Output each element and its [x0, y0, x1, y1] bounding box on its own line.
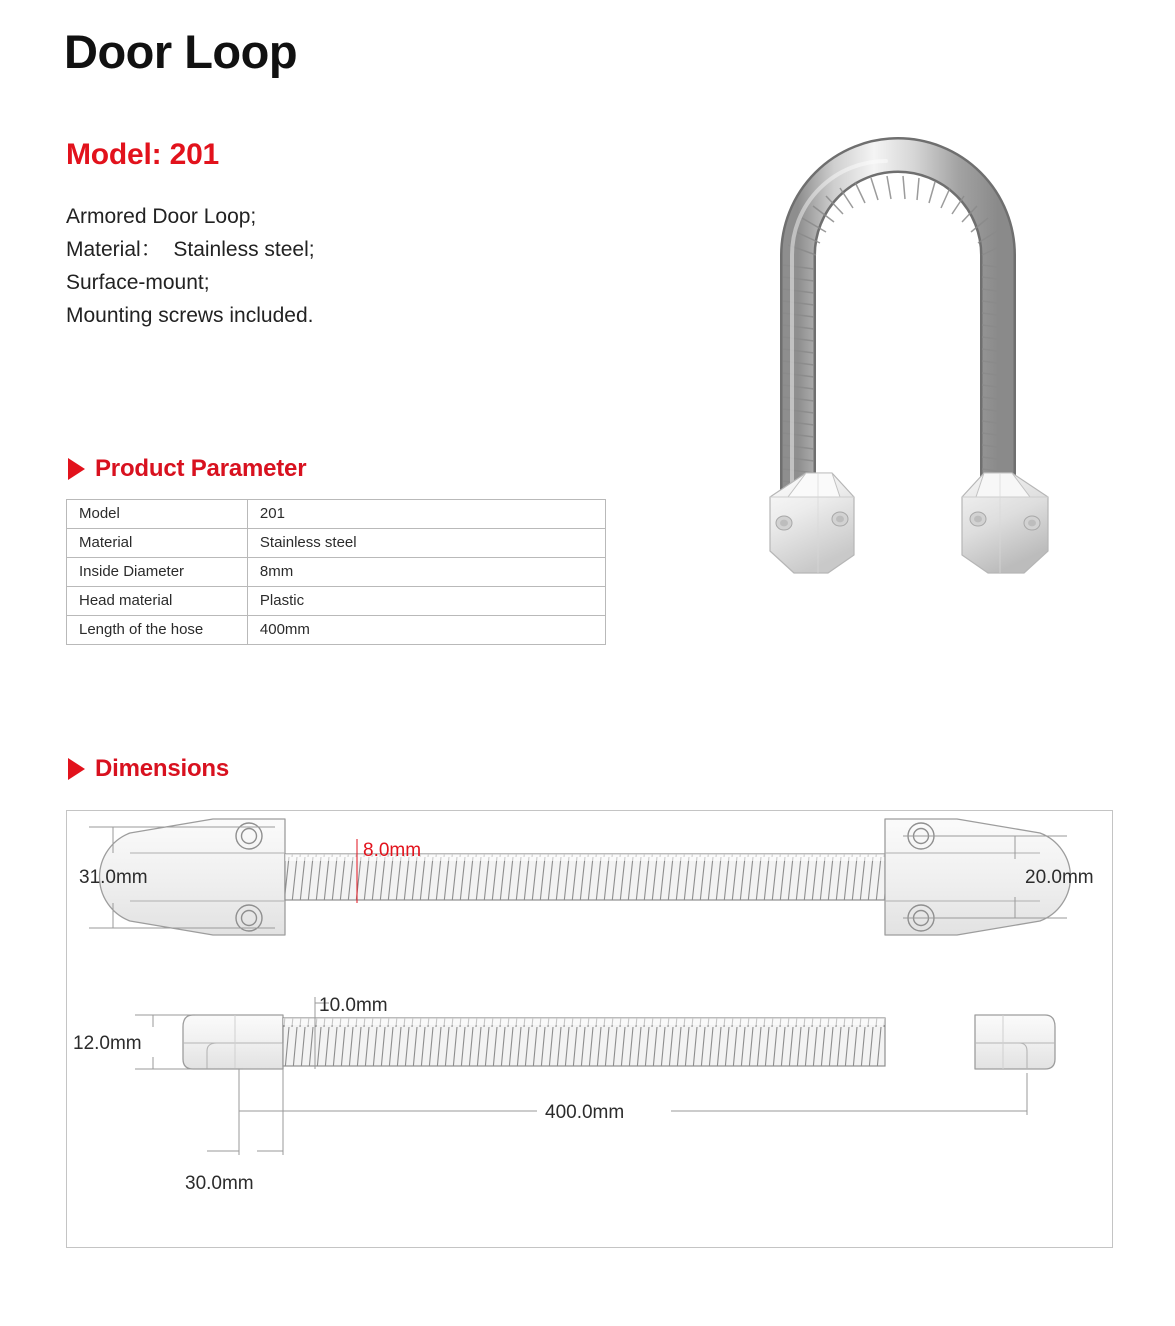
section-heading-label: Dimensions	[95, 755, 230, 782]
dimension-label-hose-inside-diameter: 8.0mm	[363, 840, 422, 861]
param-key: Material	[67, 529, 248, 558]
description-line-4: Mounting screws included.	[66, 304, 314, 327]
armored-hose	[783, 155, 1013, 490]
param-value: 400mm	[247, 616, 605, 645]
product-parameter-table	[66, 499, 606, 645]
param-value: 8mm	[247, 558, 605, 587]
table-row	[67, 587, 606, 616]
product-description	[66, 200, 315, 332]
dimension-label-head-height: 12.0mm	[73, 1033, 142, 1054]
description-line-2: Material： Stainless steel;	[66, 238, 315, 261]
description-line-1: Armored Door Loop;	[66, 205, 257, 228]
param-key: Length of the hose	[67, 616, 248, 645]
dimensions-panel	[66, 810, 1113, 1248]
dimension-label-head-width: 31.0mm	[79, 867, 148, 888]
product-photo-svg	[736, 105, 1106, 575]
dimension-label-hose-outer-diameter: 10.0mm	[319, 995, 388, 1016]
param-value: 201	[247, 500, 605, 529]
side-view-head-left	[183, 1015, 283, 1069]
param-value: Stainless steel	[247, 529, 605, 558]
param-key: Model	[67, 500, 248, 529]
side-view-head-right	[975, 1015, 1055, 1069]
description-line-3: Surface-mount;	[66, 271, 210, 294]
table-row	[67, 500, 606, 529]
dimension-label-overall-length: 400.0mm	[545, 1102, 625, 1123]
model-label: Model: 201	[66, 138, 220, 171]
param-value: Plastic	[247, 587, 605, 616]
top-view	[79, 819, 1094, 935]
mounting-head-left	[770, 473, 854, 573]
dimension-label-head-length: 30.0mm	[185, 1173, 254, 1194]
param-key: Head material	[67, 587, 248, 616]
product-photo	[736, 105, 1106, 575]
side-view-hose	[283, 1018, 885, 1066]
triangle-right-icon	[68, 758, 85, 780]
table-row	[67, 529, 606, 558]
dimension-label-head-depth: 20.0mm	[1025, 867, 1094, 888]
section-heading-label: Product Parameter	[95, 455, 307, 482]
mounting-head-right	[962, 473, 1048, 573]
page-title: Door Loop	[64, 25, 298, 78]
side-view	[73, 995, 1055, 1194]
table-row	[67, 616, 606, 645]
param-key: Inside Diameter	[67, 558, 248, 587]
section-heading-product-parameter	[68, 455, 306, 483]
section-heading-dimensions	[68, 755, 229, 783]
dimension-overall-length	[239, 1073, 1027, 1123]
table-row	[67, 558, 606, 587]
dimensions-drawing	[67, 811, 1112, 1247]
triangle-right-icon	[68, 458, 85, 480]
